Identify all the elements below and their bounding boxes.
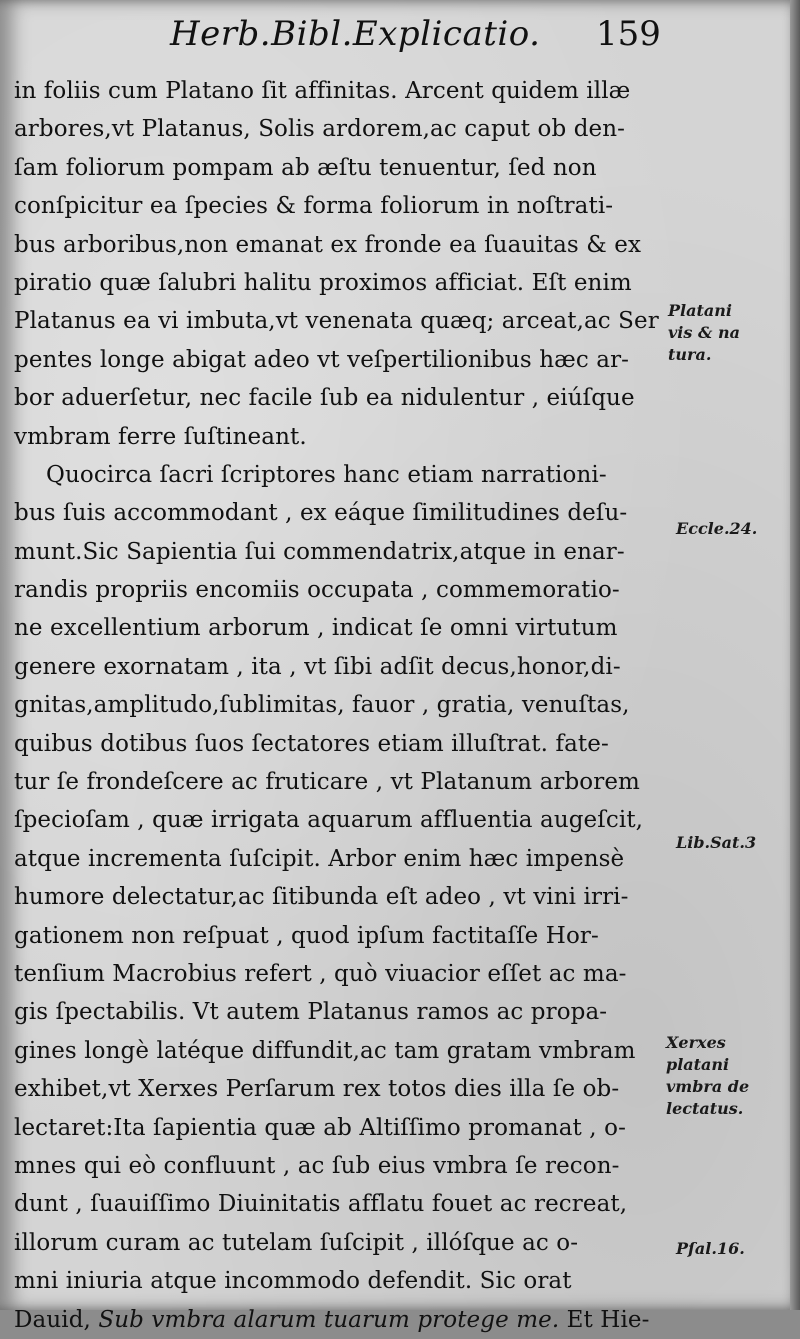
text-line: gnitas,amplitudo,ſublimitas, fauor , gratia, venuſtas, [14, 692, 630, 719]
running-title: Herb.Bibl.Explicatio. [170, 14, 541, 54]
text-line: tur ſe frondeſcere ac fruticare , vt Platanum arborem [14, 769, 640, 796]
text-line: humore delectatur,ac ſitibunda eſt adeo , vt vini irri- [14, 884, 629, 911]
margin-note-libsat: Lib.Sat.3 [676, 833, 757, 852]
page-number: 159 [596, 14, 661, 54]
margin-note-eccle: Eccle.24. [676, 519, 758, 538]
text-line: munt.Sic Sapientia ſui commendatrix,atque in enar- [14, 538, 625, 565]
text-line: atque incrementa ſuſcipit. Arbor enim hæc impensè [14, 845, 625, 872]
text-fragment: Dauid, [14, 1306, 99, 1333]
text-fragment: Et Hie- [559, 1306, 650, 1333]
text-line: lectaret:Ita ſapientia quæ ab Altiſſimo promanat , o- [14, 1114, 626, 1141]
margin-note-xerxes: Xerxes platani vmbra de lectatus. [666, 1033, 750, 1118]
text-line: bus ſuis accommodant , ex eáque ſimilitudines deſu- [14, 500, 628, 527]
margin-note-platani: Platani vis & na tura. [668, 301, 740, 364]
text-line: illorum curam ac tutelam ſuſcipit , illóſque ac o- [14, 1229, 579, 1256]
text-line: bor aduerſetur, nec facile ſub ea nidulentur , eiúſque [14, 385, 635, 412]
text-line: tenſium Macrobius refert , quò viuacior eſſet ac ma- [14, 960, 627, 987]
text-line-last [14, 1301, 664, 1339]
text-line: Platanus ea vi imbuta,vt venenata quæq; arceat,ac Ser [14, 308, 659, 335]
text-line: Quocirca ſacri ſcriptores hanc etiam narrationi- [46, 461, 607, 488]
text-line: mnes qui eò confluunt , ac ſub eius vmbra ſe recon- [14, 1152, 620, 1179]
body-text [14, 72, 664, 1339]
text-line: bus arboribus,non emanat ex fronde ea ſuauitas & ex [14, 231, 642, 258]
margin-note-psal: Pſal.16. [676, 1239, 745, 1258]
text-line: ſpecioſam , quæ irrigata aquarum affluentia augeſcit, [14, 807, 644, 834]
text-line: pentes longe abigat adeo vt veſpertilionibus hæc ar- [14, 346, 630, 373]
text-line: ſam foliorum pompam ab æſtu tenuentur, ſed non [14, 154, 597, 181]
text-line: genere exornatam , ita , vt ſibi adſit decus,honor,di- [14, 653, 621, 680]
text-line: arbores,vt Platanus, Solis ardorem,ac caput ob den- [14, 116, 626, 143]
text-line: in foliis cum Platano ſit affinitas. Arcent quidem illæ [14, 78, 631, 104]
text-line: randis propriis encomiis occupata , commemoratio- [14, 577, 620, 604]
text-line: exhibet,vt Xerxes Perſarum rex totos dies illa ſe ob- [14, 1076, 620, 1103]
text-line: conſpicitur ea ſpecies & forma foliorum in noſtrati- [14, 193, 614, 220]
text-line: quibus dotibus ſuos ſectatores etiam illuſtrat. fate- [14, 730, 609, 757]
text-line: ne excellentium arborum , indicat ſe omni virtutum [14, 615, 618, 642]
text-line: gines longè latéque diffundit,ac tam gratam vmbram [14, 1037, 636, 1064]
text-line: vmbram ferre ſuſtineant. [14, 423, 307, 450]
text-line: piratio quæ ſalubri halitu proximos afficiat. Eſt enim [14, 269, 632, 296]
page-edge [790, 0, 800, 1310]
text-line: mni iniuria atque incommodo defendit. Sic orat [14, 1268, 572, 1295]
italic-quotation: Sub vmbra alarum tuarum protege me. [98, 1306, 560, 1333]
text-line: gationem non reſpuat , quod ipſum factitaſſe Hor- [14, 922, 599, 949]
text-line: dunt , ſuauiſſimo Diuinitatis afflatu fouet ac recreat, [14, 1191, 628, 1218]
text-line: gis ſpectabilis. Vt autem Platanus ramos ac propa- [14, 999, 608, 1026]
